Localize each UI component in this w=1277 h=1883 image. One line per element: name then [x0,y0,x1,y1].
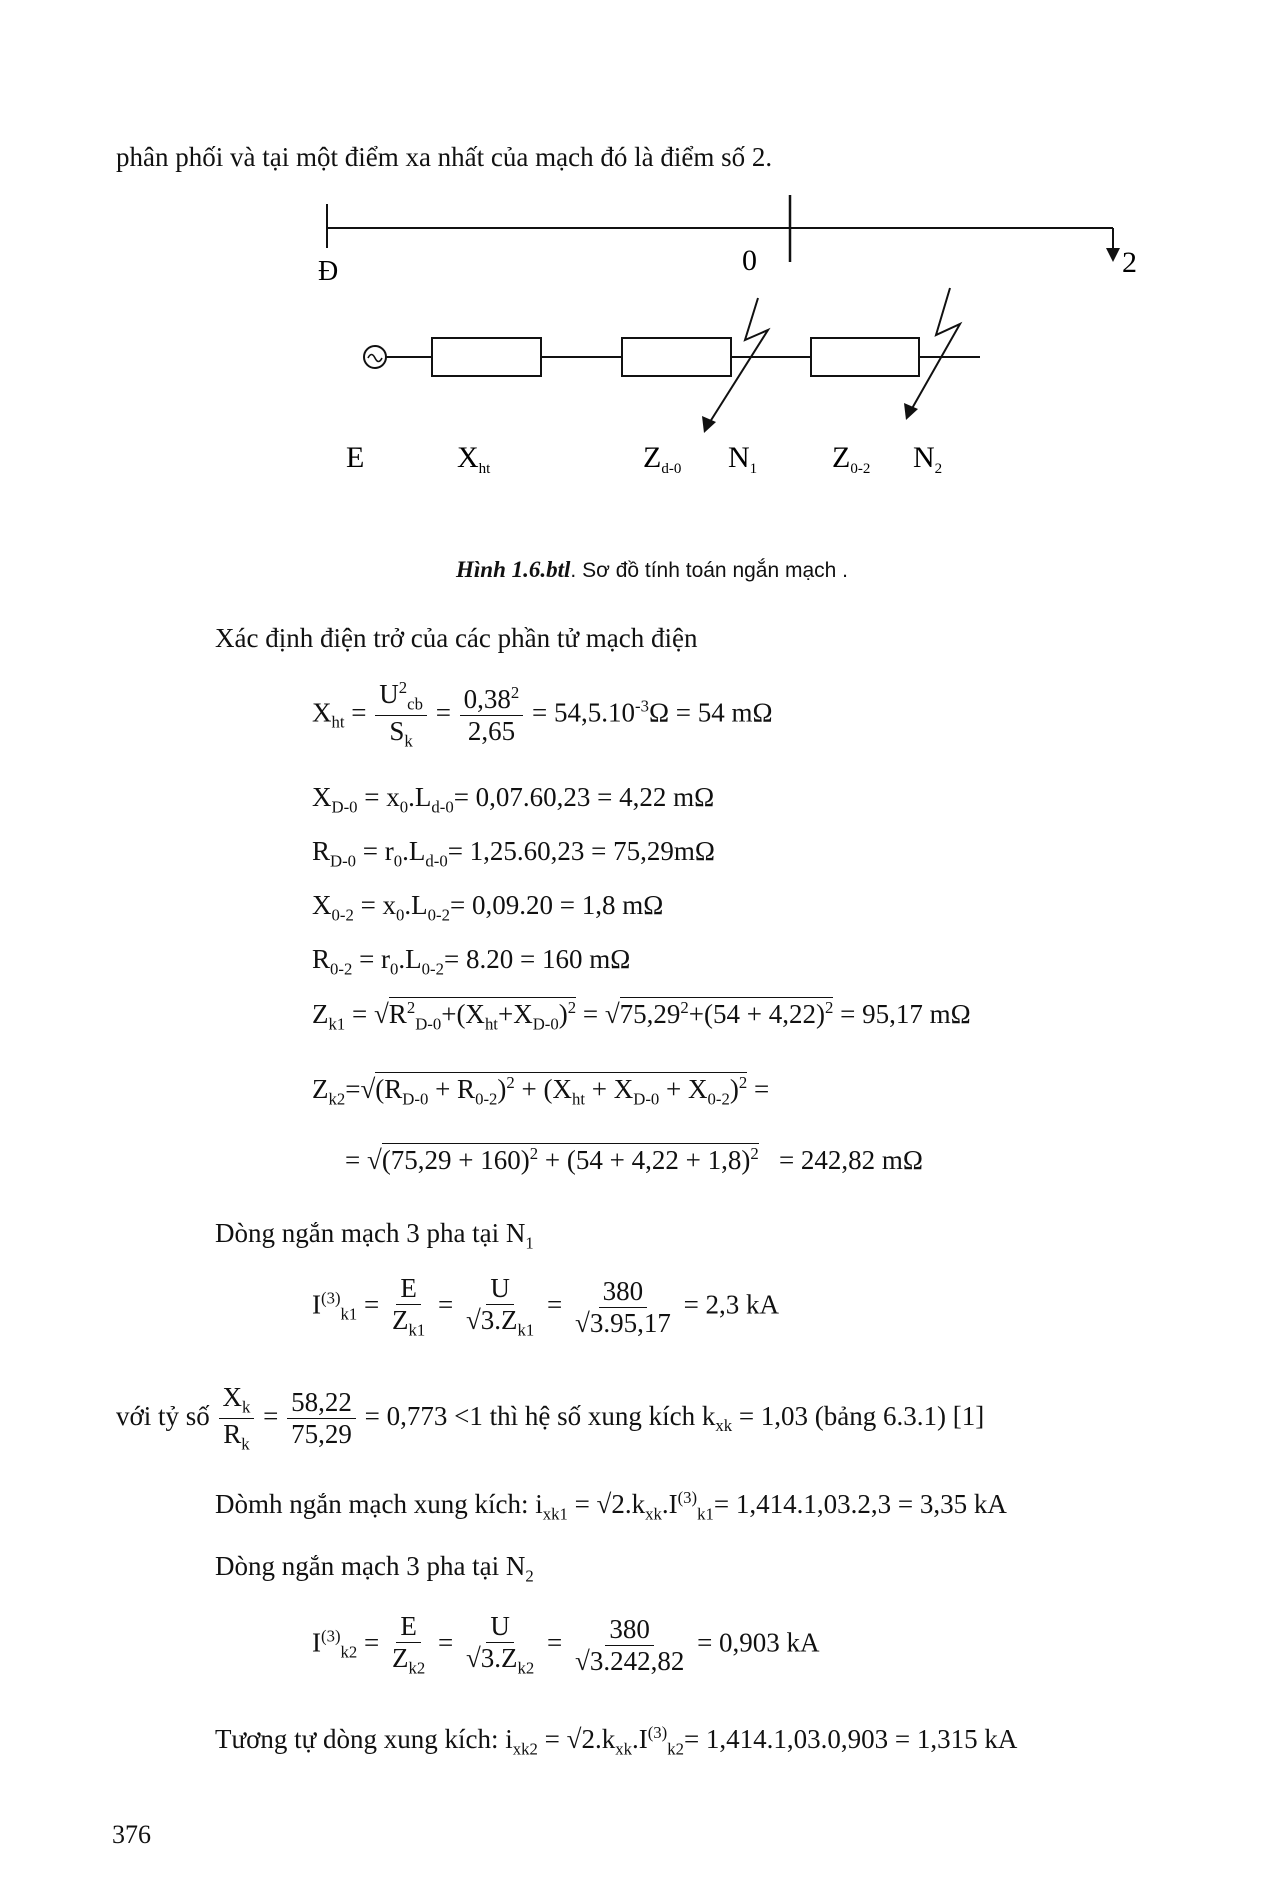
point0-label: 0 [742,244,757,277]
n2-section-title: Dòng ngắn mạch 3 pha tại $N_2$ [215,1551,534,1586]
xht-block [432,338,541,376]
eq-r02: $R_{0-2} = r_0.L_{0-2}= 8.20 = 160$ mΩ [312,944,631,979]
eq-rd0: $R_{D-0} = r_0.L_{d-0}= 1,25.60,23 = 75,29m\Omega$ [312,836,715,871]
zd0-block [622,338,731,376]
circuit-diagram [300,190,1160,490]
resistance-title: Xác định điện trở của các phần tử mạch điện [215,623,698,653]
fault-n1-arrow [702,416,716,433]
z02-label: $Z_{0-2}$ [832,441,871,477]
page-number: 376 [112,1820,151,1849]
n1-label: $N_1$ [728,441,758,477]
n2-label: $N_2$ [913,441,943,477]
eq-xd0: $X_{D-0} = x_0.L_{d-0}= 0,07.60,23 = 4,22$ mΩ [312,782,715,817]
fault-n1-bolt [708,298,768,425]
source-wave [368,355,382,362]
zd0-label: $Z_{d-0}$ [643,441,682,477]
fault-n2-arrow [904,403,918,420]
caption-text: . Sơ đồ tính toán ngắn mạch . [570,559,849,582]
caption-label: Hình 1.6.btl [456,557,571,582]
point2-arrow [1106,248,1120,262]
eq-ik1: $I^{(3)}_{k1}$ = $\frac{E}{Z_{k1}}$ = $\frac{U}{√3.Z_{k1}}$ = $\frac{380}{√3.95,17}$ = 2,3 kA [312,1273,780,1340]
z02-block [811,338,919,376]
ixk2-line: Tương tự dòng xung kích: $i_{xk2} = √2.k_{xk}.I^{(3)}_{k2}= 1,414.1,03.0,903 = 1,315$ kA [215,1723,1018,1759]
ixk1-line: Dòmh ngắn mạch xung kích: $i_{xk1} = √2.k_{xk}.I^{(3)}_{k1}= 1,414.1,03.2,3 = 3,35$ kA [215,1488,1007,1524]
ratio-line: với tỷ số $\frac{X_k}{R_k}$ = $\frac{58,22}{75,29}$ = 0,773 <1 thì hệ số xung kích $k_{xk} = 1,03$ (bảng 6.3.1) [1] [116,1382,985,1454]
n1-section-title: Dòng ngắn mạch 3 pha tại $N_1$ [215,1218,534,1253]
eq-zk1: $Z_{k1} = √R^2_{D-0}+(X_{ht}+X_{D-0})^2 = √75,29^2+(54 + 4,22)^2 = 95,17$ mΩ [312,998,971,1034]
eq-ik2: $I^{(3)}_{k2}$ = $\frac{E}{Z_{k2}}$ = $\frac{U}{√3.Z_{k2}}$ = $\frac{380}{√3.242,82}$ = 0,903 kA [312,1611,820,1678]
fault-n2-bolt [910,288,960,412]
intro-text: phân phối và tại một điểm xa nhất của mạch đó là điểm số 2. [116,142,773,172]
point2-label: 2 [1122,246,1137,279]
xht-label: $X_{ht}$ [457,441,491,477]
source-label: E [346,441,365,474]
eq-zk2: $Z_{k2}=√(R_{D-0} + R_{0-2})^2 + (X_{ht} + X_{D-0} + X_{0-2})^2$ = [312,1073,770,1109]
eq-xht: $X_{ht}$ = $\frac{U^2_{cb}}{S_k}$ = $\frac{0,38^2}{2,65}$ = $54,5.10^{-3}\Omega = 54$ mΩ [312,678,773,751]
bus-label: Đ [318,256,339,287]
figure-caption [456,558,848,581]
eq-zk2-line2: = $√(75,29 + 160)^2 + (54 + 4,22 + 1,8)^2$ = 242,82 mΩ [345,1144,923,1175]
eq-x02: $X_{0-2} = x_0.L_{0-2}= 0,09.20 = 1,8$ mΩ [312,890,664,925]
